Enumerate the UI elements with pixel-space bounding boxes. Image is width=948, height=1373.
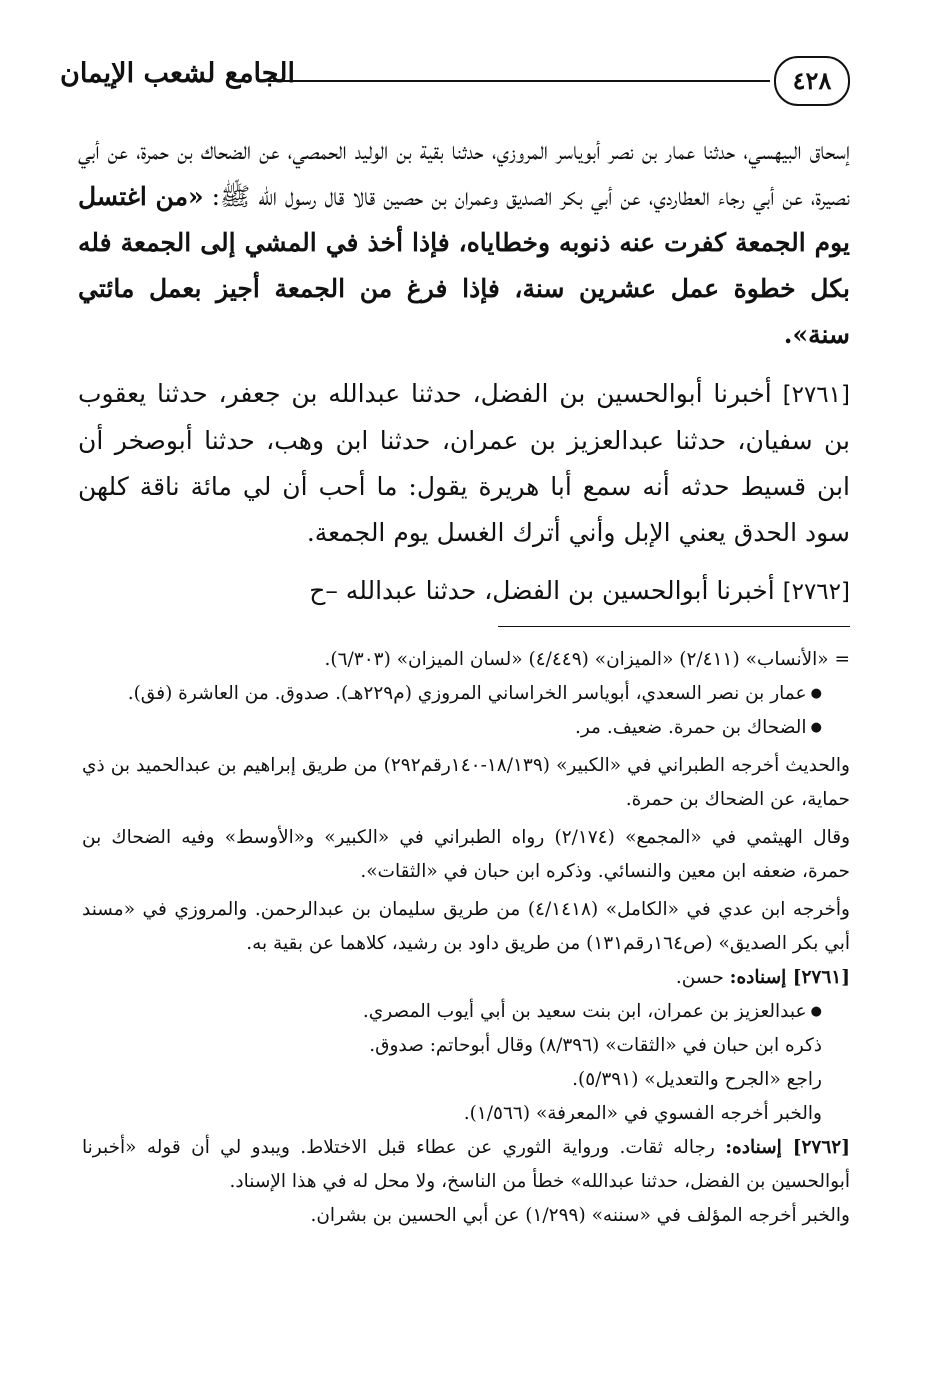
- footnote-ibn-adi: وأخرجه ابن عدي في «الكامل» (٤/١٤١٨) من طريق سليمان بن عبدالرحمن. والمروزي في «مسند أبي بكر الصديق» (ص١٦٤رقم١٣١) من طريق داود بن رشيد، كلاهما عن بقية به.: [82, 899, 850, 954]
- footnote-narrator-abdulaziz: ● عبدالعزيز بن عمران، ابن بنت سعيد بن أبي أيوب المصري.: [82, 995, 850, 1029]
- footnote-isnad-2761-lead: [٢٧٦١] إسناده:: [729, 967, 850, 988]
- hadith-chain-text: إسحاق البيهسي، حدثنا عمار بن نصر أبوياسر المروزي، حدثنا بقية بن الوليد الحمصي، عن الضحاك بن حمرة، عن أبي نصيرة، عن أبي رجاء العطاردي، عن أبي بكر الصديق وعمران بن حصين قالا قال رسول الله ﷺ:: [78, 136, 850, 211]
- hadith-number-2761: [٢٧٦١]: [782, 382, 850, 408]
- footnote-isnad-2762-text: رجاله ثقات. ورواية الثوري عن عطاء قبل الاختلاط. ويبدو لي أن قوله «أخبرنا أبوالحسين بن الفضل، حدثنا عبدالله» خطأ من الناسخ، ولا محل له في هذا الإسناد.: [82, 1137, 850, 1192]
- header-rule: [268, 80, 770, 82]
- footnote-isnad-2761-verdict: حسن.: [675, 967, 724, 988]
- paragraph-hadith-continuation: [78, 128, 850, 358]
- footnote-narrator-ammar: ● عمار بن نصر السعدي، أبوياسر الخراساني المروزي (م٢٢٩هـ). صدوق. من العاشرة (فق).: [82, 677, 850, 711]
- footnote-tabarani: والحديث أخرجه الطبراني في «الكبير» (١٨/١٣٩-١٤٠رقم٢٩٢) من طريق إبراهيم بن عبدالحميد بن ذي حماية، عن الضحاك بن حمرة.: [82, 755, 850, 810]
- footnote-sources: = «الأنساب» (٢/٤١١) «الميزان» (٤/٤٤٩) «لسان الميزان» (٦/٣٠٣).: [324, 649, 850, 670]
- footnote-jarh-tadil: راجع «الجرح والتعديل» (٥/٣٩١).: [572, 1069, 822, 1090]
- paragraph-hadith-2761: [78, 371, 850, 556]
- hadith-2761-text: أخبرنا أبوالحسين بن الفضل، حدثنا عبدالله بن جعفر، حدثنا يعقوب بن سفيان، حدثنا عبدالعزيز بن عمران، حدثنا ابن وهب، حدثنا أبوصخر أن ابن قسيط حدثه أنه سمع أبا هريرة يقول: ما أحب أن لي مائة ناقة كلهن سود الحدق يعني الإبل وأني أترك الغسل يوم الجمعة.: [78, 379, 850, 547]
- footnote-haythami: وقال الهيثمي في «المجمع» (٢/١٧٤) رواه الطبراني في «الكبير» و«الأوسط» وفيه الضحاك بن حمرة، ضعفه ابن معين والنسائي. وذكره ابن حبان في «الثقات».: [82, 827, 850, 882]
- hadith-number-2762: [٢٧٦٢]: [782, 579, 850, 605]
- footnotes: [82, 643, 850, 1233]
- footnote-fasawi: والخبر أخرجه الفسوي في «المعرفة» (١/٥٦٦).: [463, 1103, 822, 1124]
- footnote-narrator-dahhak: ● الضحاك بن حمرة. ضعيف. مر.: [82, 711, 850, 745]
- hadith-2762-text: أخبرنا أبوالحسين بن الفضل، حدثنا عبدالله –ح: [309, 576, 775, 605]
- footnote-isnad-2761: [82, 961, 850, 995]
- footnote-sunan: والخبر أخرجه المؤلف في «سننه» (١/٢٩٩) عن أبي الحسين بن بشران.: [310, 1205, 850, 1226]
- footnote-ibn-hibban: ذكره ابن حبان في «الثقات» (٨/٣٩٦) وقال أبوحاتم: صدوق.: [369, 1035, 822, 1056]
- footnote-isnad-2762: [82, 1131, 850, 1199]
- footnote-separator: [498, 626, 850, 627]
- page-header: [60, 40, 850, 110]
- footnote-isnad-2762-lead: [٢٧٦٢] إسناده:: [725, 1137, 850, 1158]
- page-number: ٤٢٨: [774, 56, 850, 106]
- running-title: الجامع لشعب الإيمان: [60, 58, 295, 89]
- hadith-quote-bold: «من اغتسل يوم الجمعة كفرت عنه ذنوبه وخطاياه، فإذا أخذ في المشي إلى الجمعة فله بكل خطوة عمل عشرين سنة، فإذا فرغ من الجمعة أجيز بعمل مائتي سنة».: [78, 182, 850, 349]
- paragraph-hadith-2762: [78, 568, 850, 615]
